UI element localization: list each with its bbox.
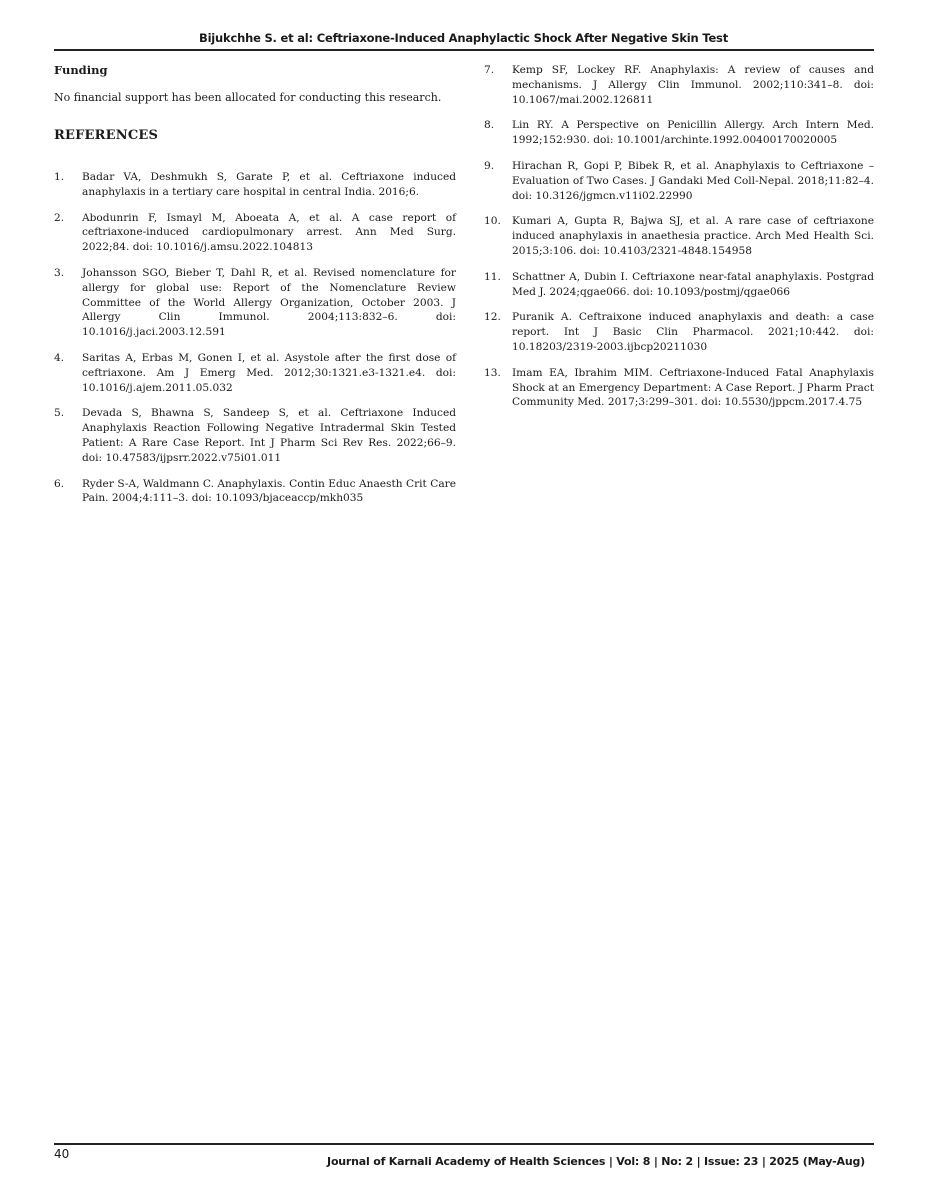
reference-item: [484, 214, 874, 258]
reference-number: 12.: [484, 311, 501, 324]
reference-text: Schattner A, Dubin I. Ceftriaxone near-fatal anaphylaxis. Postgrad Med J. 2024;qgae066. doi: 10.1093/postmj/qgae066: [512, 270, 874, 298]
reference-list-right: [484, 63, 874, 410]
footer-rule: [54, 1143, 874, 1145]
reference-text: Johansson SGO, Bieber T, Dahl R, et al. Revised nomenclature for allergy for global use: Report of the Nomenclature Review Committee of the World Allergy Organization, October 2003. J Allergy Clin Immunol. 2004;113:832–6. doi: 10.1016/j.jaci.2003.12.591: [82, 266, 456, 339]
reference-text: Kemp SF, Lockey RF. Anaphylaxis: A review of causes and mechanisms. J Allergy Clin Immunol. 2002;110:341–8. doi: 10.1067/mai.2002.126811: [512, 64, 874, 106]
running-title: Bijukchhe S. et al: Ceftriaxone-Induced Anaphylactic Shock After Negative Skin Test: [199, 31, 728, 45]
reference-text: Hirachan R, Gopi P, Bibek R, et al. Anaphylaxis to Ceftriaxone – Evaluation of Two Cases. J Gandaki Med Coll-Nepal. 2018;11:82–4. doi: 10.3126/jgmcn.v11i02.22990: [512, 159, 874, 202]
reference-item: [484, 63, 874, 107]
reference-item: [484, 118, 874, 148]
reference-list-left: [54, 170, 456, 506]
reference-text: Badar VA, Deshmukh S, Garate P, et al. Ceftriaxone induced anaphylaxis in a tertiary care hospital in central India. 2016;6.: [82, 171, 456, 198]
reference-number: 4.: [54, 351, 65, 364]
reference-number: 1.: [54, 171, 65, 183]
reference-text: Imam EA, Ibrahim MIM. Ceftriaxone-Induced Fatal Anaphylaxis Shock at an Emergency Department: A Case Report. J Pharm Pract Community Med. 2017;3:299–301. doi: 10.5530/jppcm.2017.4.75: [512, 366, 874, 409]
reference-item: [54, 170, 456, 200]
header-rule: [54, 49, 874, 51]
reference-item: [484, 270, 874, 300]
reference-item: [54, 406, 456, 465]
funding-heading: Funding: [54, 63, 108, 77]
funding-text: No financial support has been allocated for conducting this research.: [54, 91, 442, 104]
reference-text: Ryder S-A, Waldmann C. Anaphylaxis. Contin Educ Anaesth Crit Care Pain. 2004;4:111–3. doi: 10.1093/bjaceaccp/mkh035: [82, 477, 456, 505]
reference-number: 11.: [484, 270, 501, 283]
reference-text: Abodunrin F, Ismayl M, Aboeata A, et al. A case report of ceftriaxone-induced cardiopulmonary arrest. Ann Med Surg. 2022;84. doi: 10.1016/j.amsu.2022.104813: [82, 211, 456, 254]
reference-number: 3.: [54, 266, 65, 279]
reference-text: Kumari A, Gupta R, Bajwa SJ, et al. A rare case of ceftriaxone induced anaphylaxis in anaethesia practice. Arch Med Health Sci. 2015;3:106. doi: 10.4103/2321-4848.154958: [512, 215, 874, 257]
reference-item: [484, 366, 874, 410]
left-column: [54, 63, 456, 517]
reference-item: [54, 351, 456, 395]
reference-number: 9.: [484, 159, 495, 172]
reference-item: [54, 477, 456, 507]
reference-text: Saritas A, Erbas M, Gonen I, et al. Asystole after the first dose of ceftriaxone. Am J Emerg Med. 2012;30:1321.e3-1321.e4. doi: 10.1016/j.ajem.2011.05.032: [82, 351, 456, 394]
journal-footer: Journal of Karnali Academy of Health Sciences | Vol: 8 | No: 2 | Issue: 23 | 2025 (May-Aug): [327, 1155, 865, 1168]
reference-text: Devada S, Bhawna S, Sandeep S, et al. Ceftriaxone Induced Anaphylaxis Reaction Following Negative Intradermal Skin Tested Patient: A Rare Case Report. Int J Pharm Sci Rev Res. 2022;66–9. doi: 10.47583/ijpsrr.2022.v75i01.011: [82, 407, 456, 464]
reference-item: [54, 211, 456, 255]
right-column: [484, 63, 874, 421]
reference-number: 5.: [54, 407, 65, 420]
references-heading: REFERENCES: [54, 128, 159, 143]
reference-number: 13.: [484, 366, 501, 379]
reference-number: 10.: [484, 215, 501, 228]
reference-number: 8.: [484, 119, 495, 132]
reference-number: 2.: [54, 211, 65, 224]
page-number: 40: [54, 1147, 70, 1161]
reference-text: Puranik A. Ceftraixone induced anaphylaxis and death: a case report. Int J Basic Clin Pharmacol. 2021;10:442. doi: 10.18203/2319-2003.ijbcp20211030: [512, 311, 874, 353]
reference-item: [484, 310, 874, 354]
reference-item: [54, 266, 456, 340]
reference-number: 6.: [54, 477, 65, 490]
reference-text: Lin RY. A Perspective on Penicillin Allergy. Arch Intern Med. 1992;152:930. doi: 10.1001/archinte.1992.00400170020005: [512, 119, 874, 147]
reference-item: [484, 159, 874, 203]
reference-number: 7.: [484, 64, 495, 76]
